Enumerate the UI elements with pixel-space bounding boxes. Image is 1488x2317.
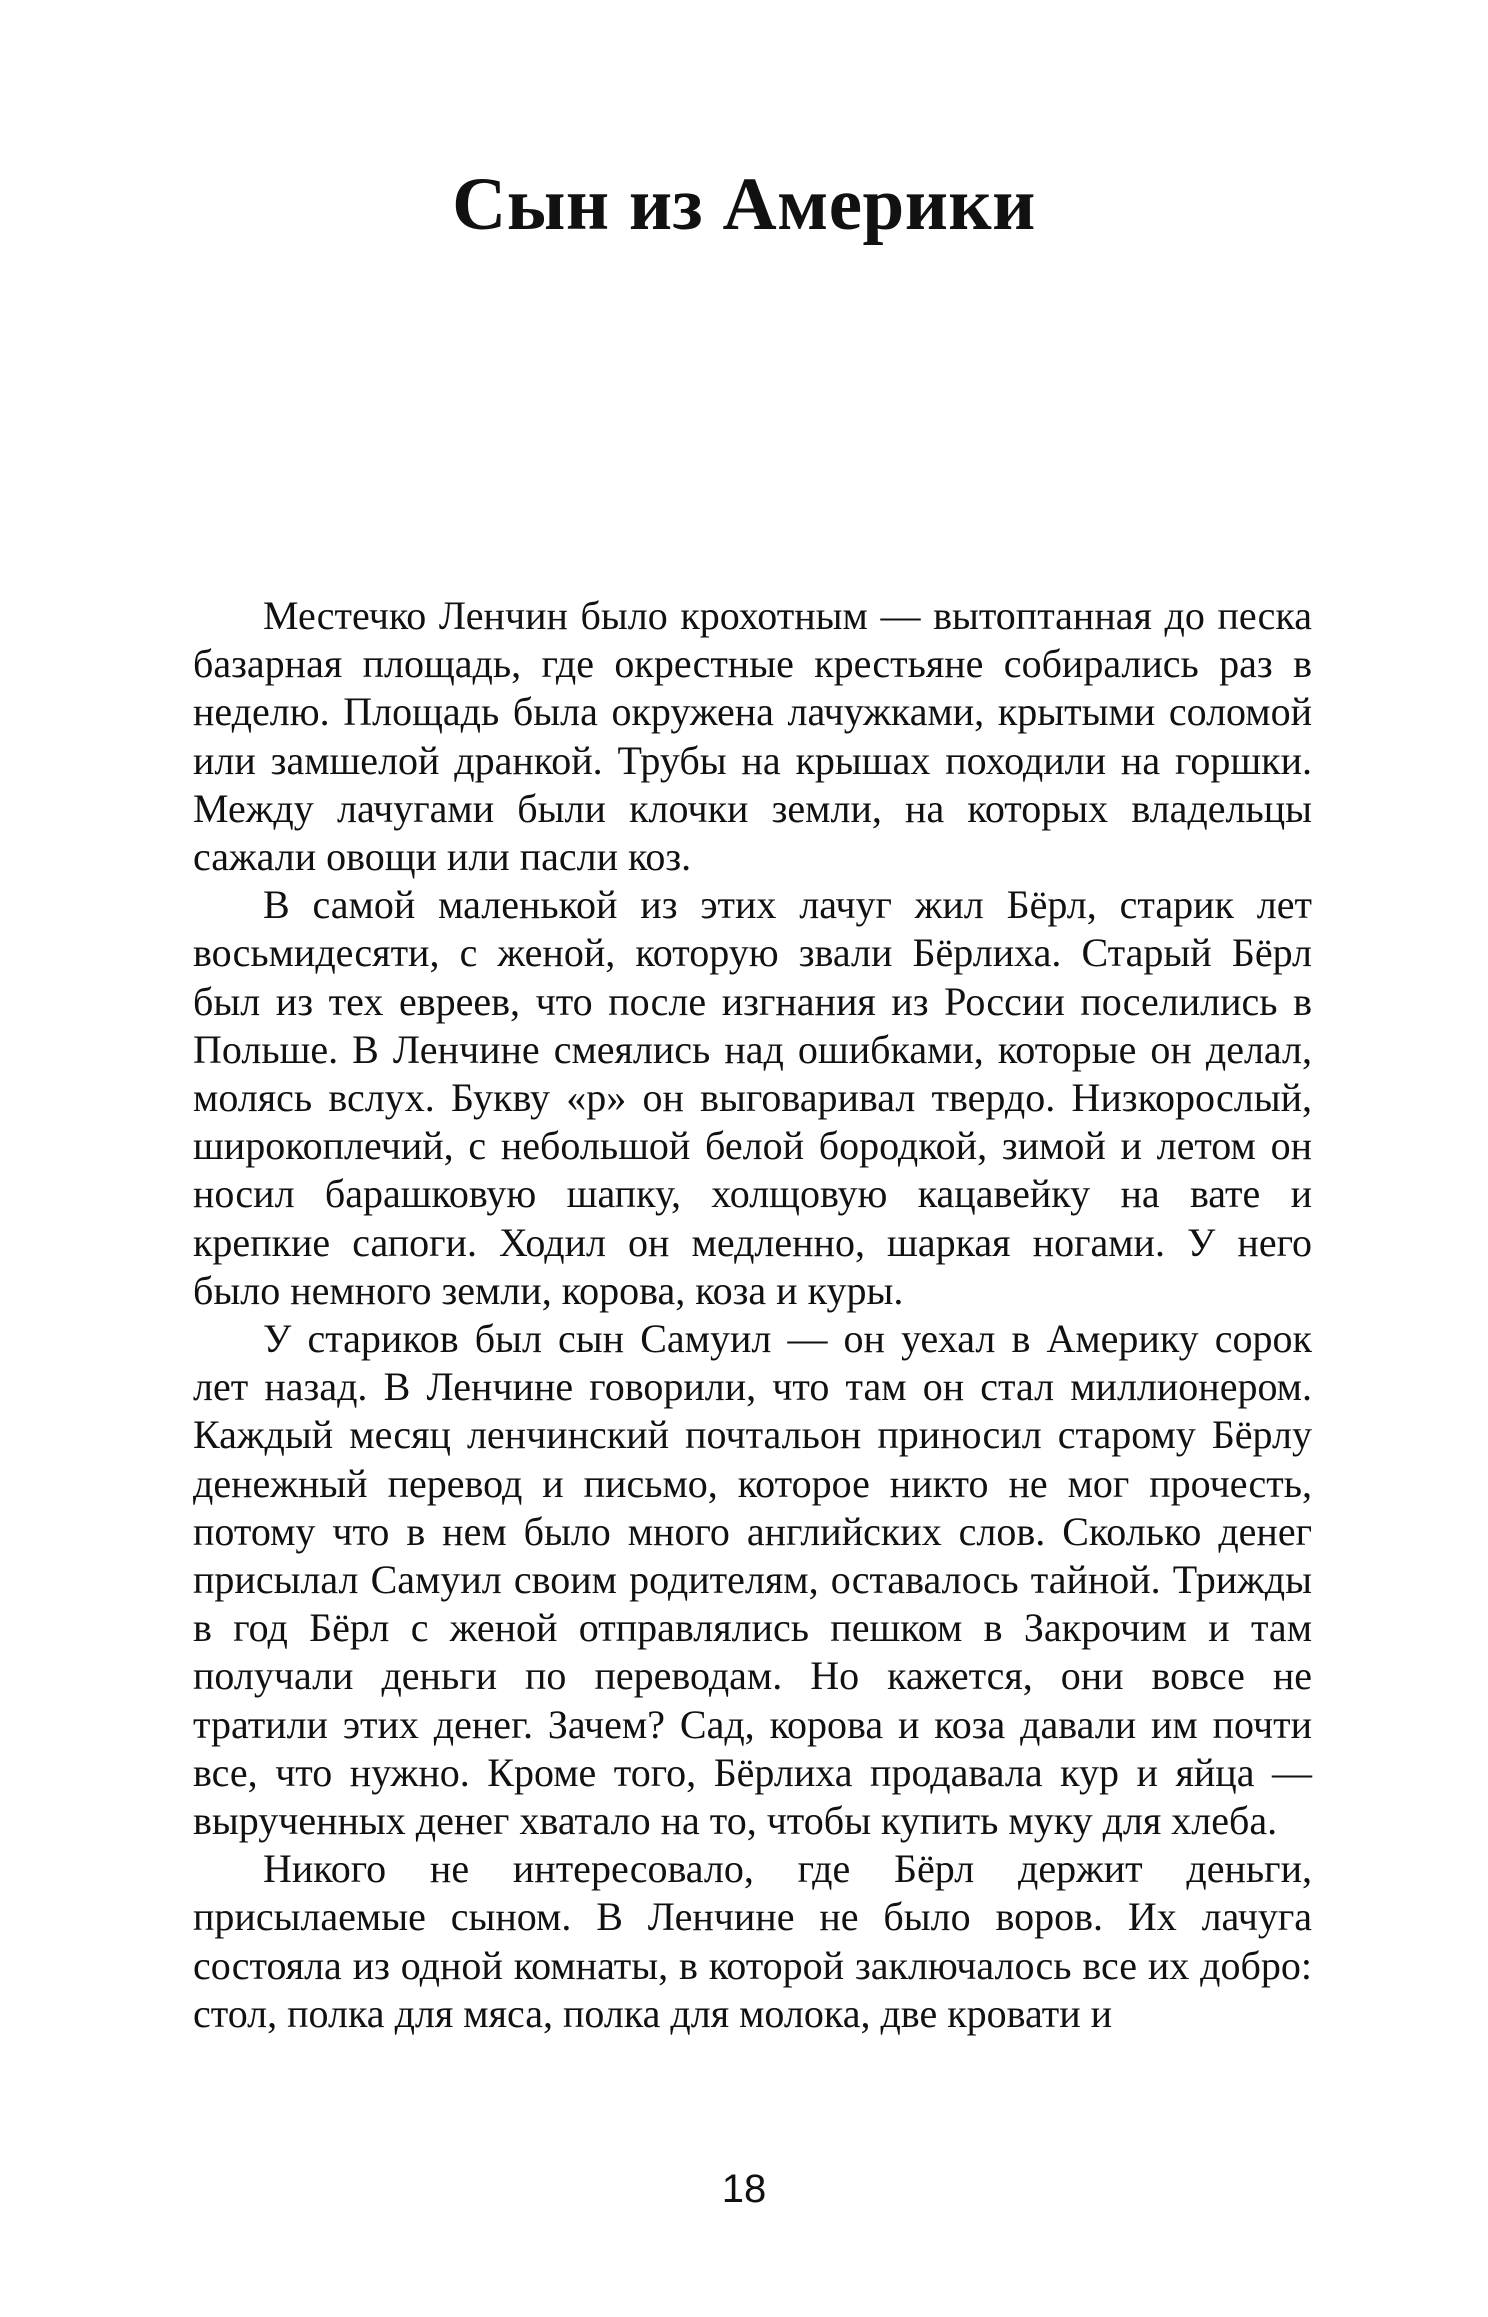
paragraph-4: Никого не интересовало, где Бёрл держит деньги, присылаемые сыном. В Ленчине не было воров. Их лачуга состояла из одной комнаты, в которой заключалось все их добро: стол, полка для мяса, полка для молока, две кровати и <box>193 1846 1312 2036</box>
body-text <box>193 592 1312 2038</box>
chapter-title: Сын из Америки <box>452 163 1036 246</box>
paragraph-3: У стариков был сын Самуил — он уехал в Америку сорок лет назад. В Ленчине говорили, что там он стал миллионером. Каждый месяц ленчинский почтальон приносил старому Бёрлу денежный перевод и письмо, которое никто не мог прочесть, потому что в нем было много английских слов. Сколько денег присылал Самуил своим родителям, оставалось тайной. Трижды в год Бёрл с женой отправлялись пешком в Закрочим и там получали деньги по переводам. Но кажется, они вовсе не тратили этих денег. Зачем? Сад, корова и коза давали им почти все, что нужно. Кроме того, Бёрлиха продавала кур и яйца — вырученных денег хватало на то, чтобы купить муку для хлеба. <box>193 1316 1312 1844</box>
page-number: 18 <box>721 2167 767 2211</box>
paragraph-1: Местечко Ленчин было крохотным — вытоптанная до песка базарная площадь, где окрестные крестьяне собирались раз в неделю. Площадь была окружена лачужками, крытыми соломой или замшелой дранкой. Трубы на крышах походили на горшки. Между лачугами были клочки земли, на которых владельцы сажали овощи или пасли коз. <box>193 593 1312 880</box>
paragraph-2: В самой маленькой из этих лачуг жил Бёрл, старик лет восьмидесяти, с женой, которую звали Бёрлиха. Старый Бёрл был из тех евреев, что после изгнания из России поселились в Польше. В Ленчине смеялись над ошибками, которые он делал, молясь вслух. Букву «р» он выговаривал твердо. Низкорослый, широкоплечий, с небольшой белой бородкой, зимой и летом он носил барашковую шапку, холщовую кацавейку на вате и крепкие сапоги. Ходил он медленно, шаркая ногами. У него было немного земли, корова, коза и куры. <box>193 882 1312 1313</box>
